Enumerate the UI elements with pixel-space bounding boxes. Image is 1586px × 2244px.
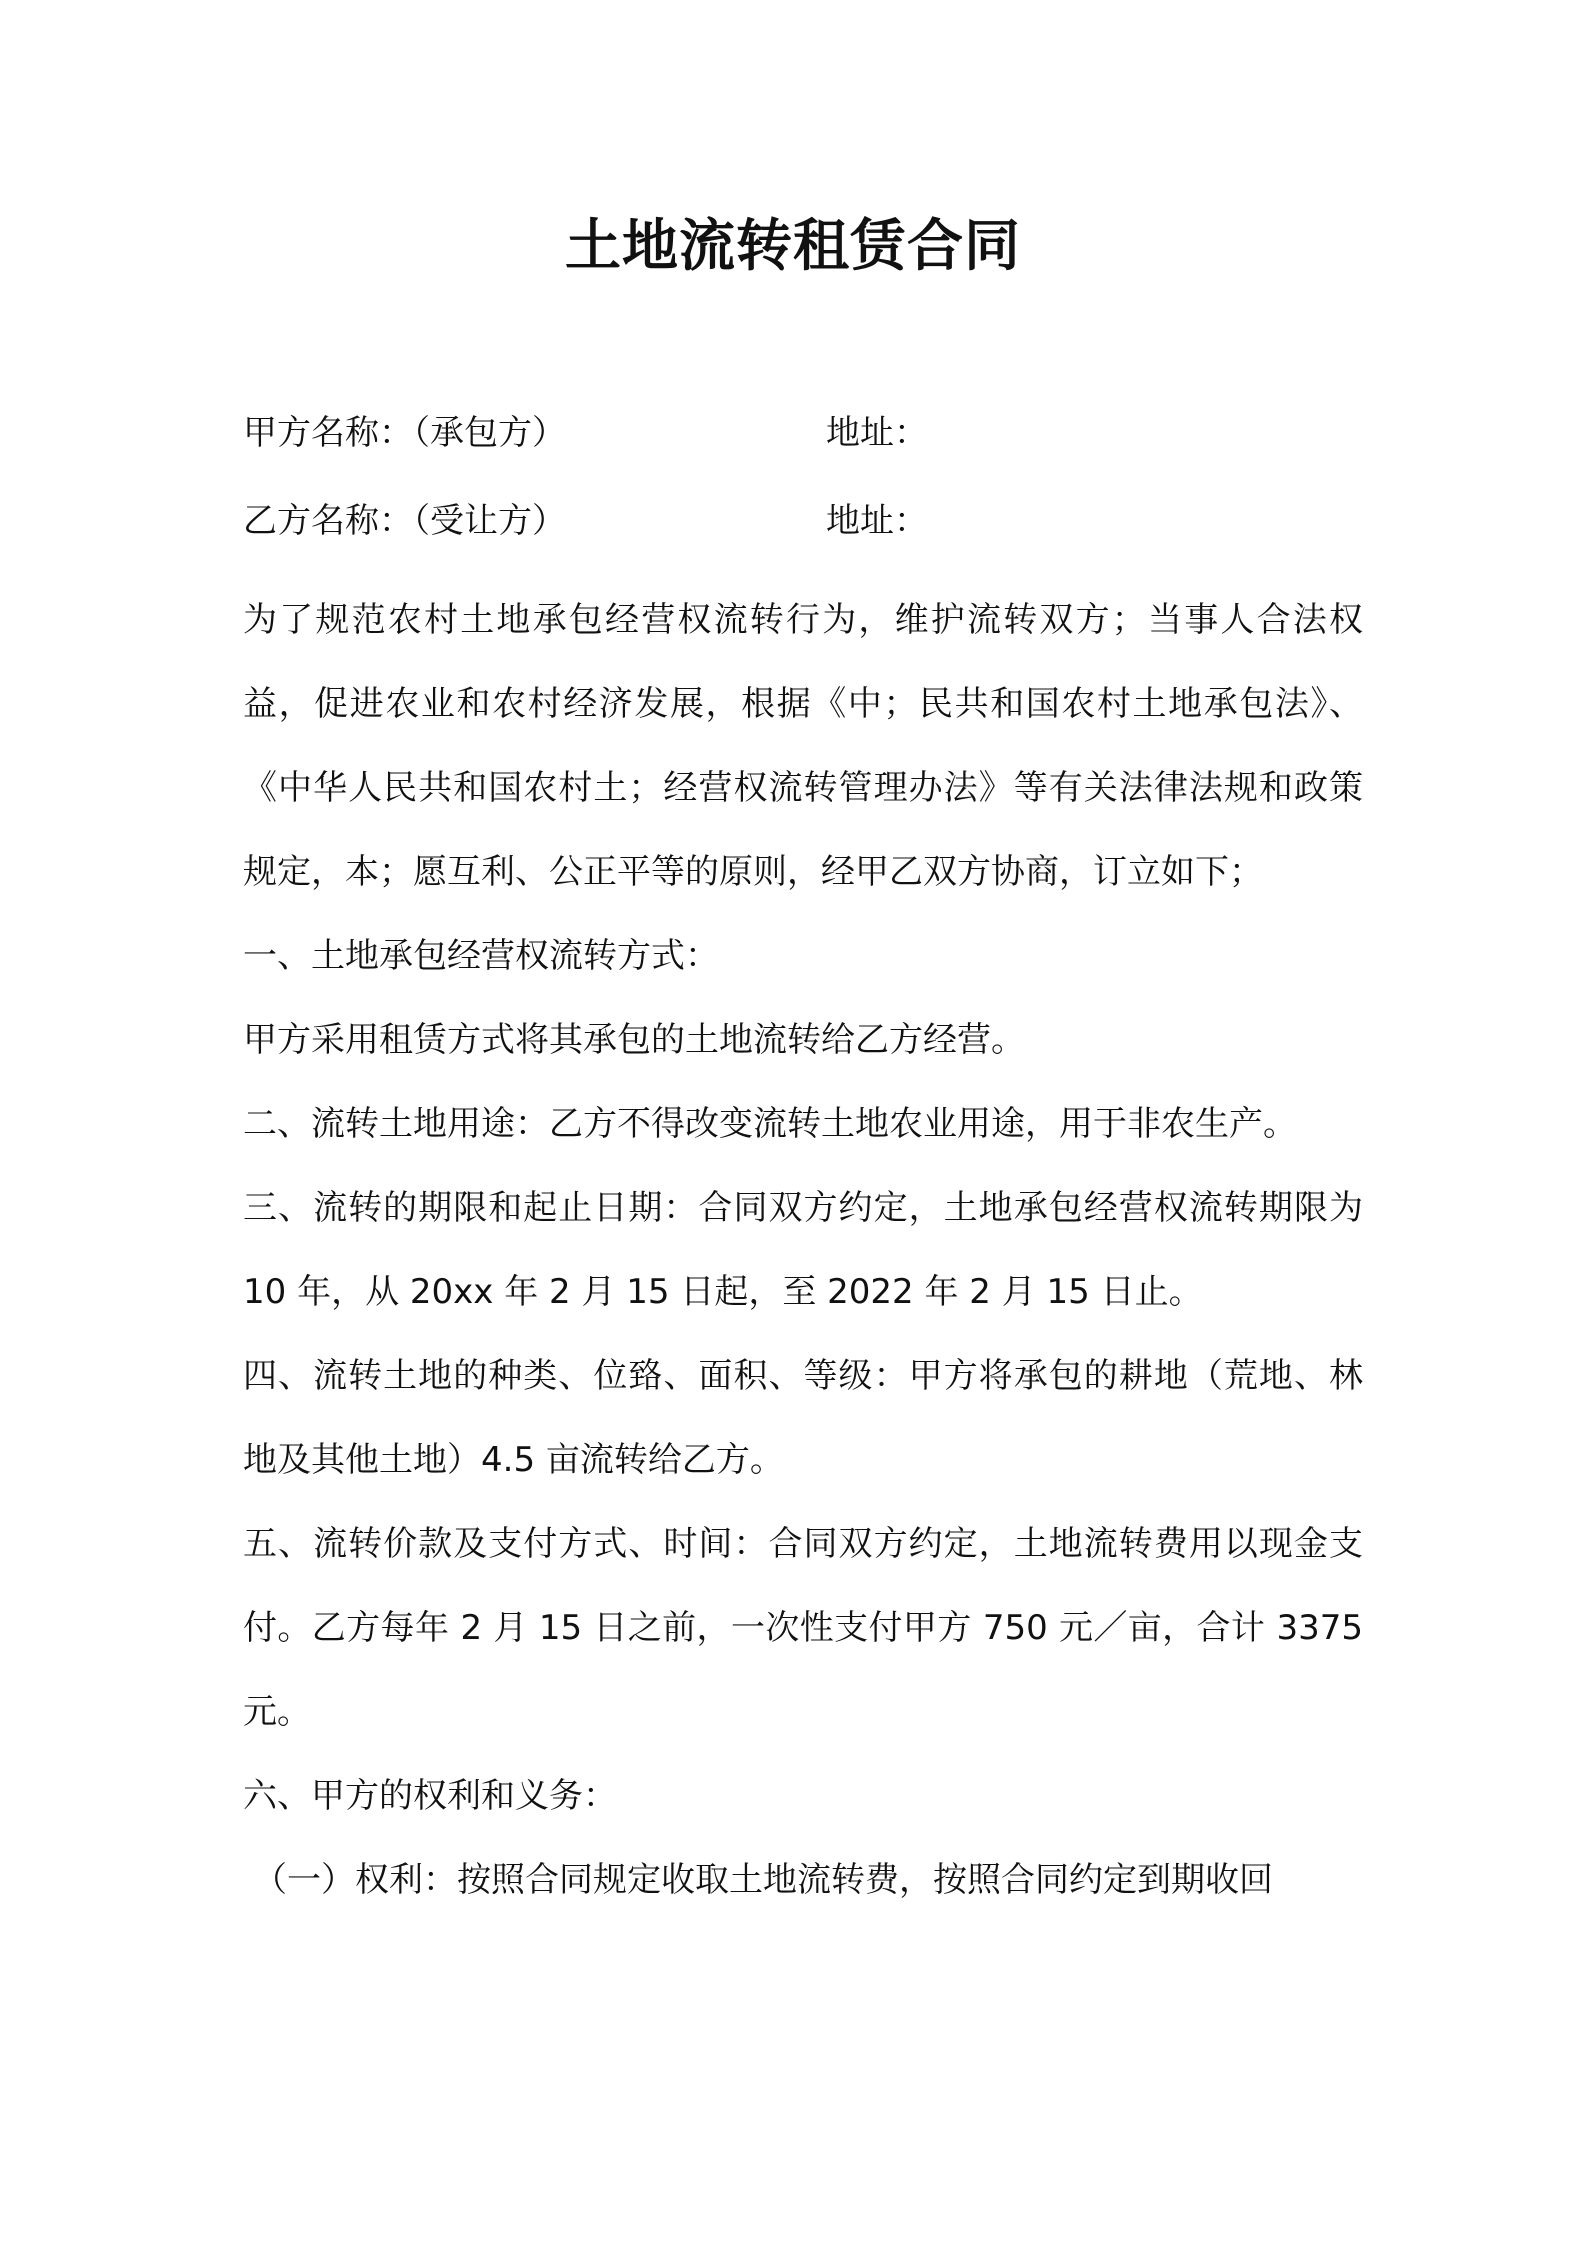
section-1-text: 甲方采用租赁方式将其承包的土地流转给乙方经营。 [243,1020,1025,1060]
section-5-paragraph: 五、流转价款及支付方式、时间：合同双方约定，土地流转费用以现金支付。乙方每年 2 月 15 日之前，一次性支付甲方 750 元／亩，合计 3375 元。 [243,1524,1363,1732]
contract-body [243,578,1363,1922]
section-1-heading: 一、土地承包经营权流转方式： [243,936,719,976]
party-b-address: 地址： [826,501,928,541]
document-title: 土地流转租赁合同 [565,214,1021,279]
party-a-row [243,408,1363,458]
section-6-heading: 六、甲方的权利和义务： [243,1776,617,1816]
section-3-paragraph: 三、流转的期限和起止日期：合同双方约定，土地承包经营权流转期限为 10 年，从 20xx 年 2 月 15 日起，至 2022 年 2 月 15 日止。 [243,1188,1363,1312]
section-6-rights-paragraph: （一）权利：按照合同规定收取土地流转费，按照合同约定到期收回 [253,1860,1273,1900]
party-a-name: 甲方名称：（承包方） [243,413,566,453]
party-a-address: 地址： [826,413,928,453]
section-2-paragraph: 二、流转土地用途：乙方不得改变流转土地农业用途，用于非农生产。 [243,1104,1297,1144]
preamble-paragraph: 为了规范农村土地承包经营权流转行为，维护流转双方；当事人合法权益，促进农业和农村经济发展，根据《中；民共和国农村土地承包法》、《中华人民共和国农村土；经营权流转管理办法》等有关法律法规和政策规定，本；愿互利、公正平等的原则，经甲乙双方协商，订立如下； [243,600,1363,892]
section-4-paragraph: 四、流转土地的种类、位臵、面积、等级：甲方将承包的耕地（荒地、林地及其他土地）4.5 亩流转给乙方。 [243,1356,1363,1480]
party-b-row [243,496,1363,546]
party-b-name: 乙方名称：（受让方） [243,501,566,541]
